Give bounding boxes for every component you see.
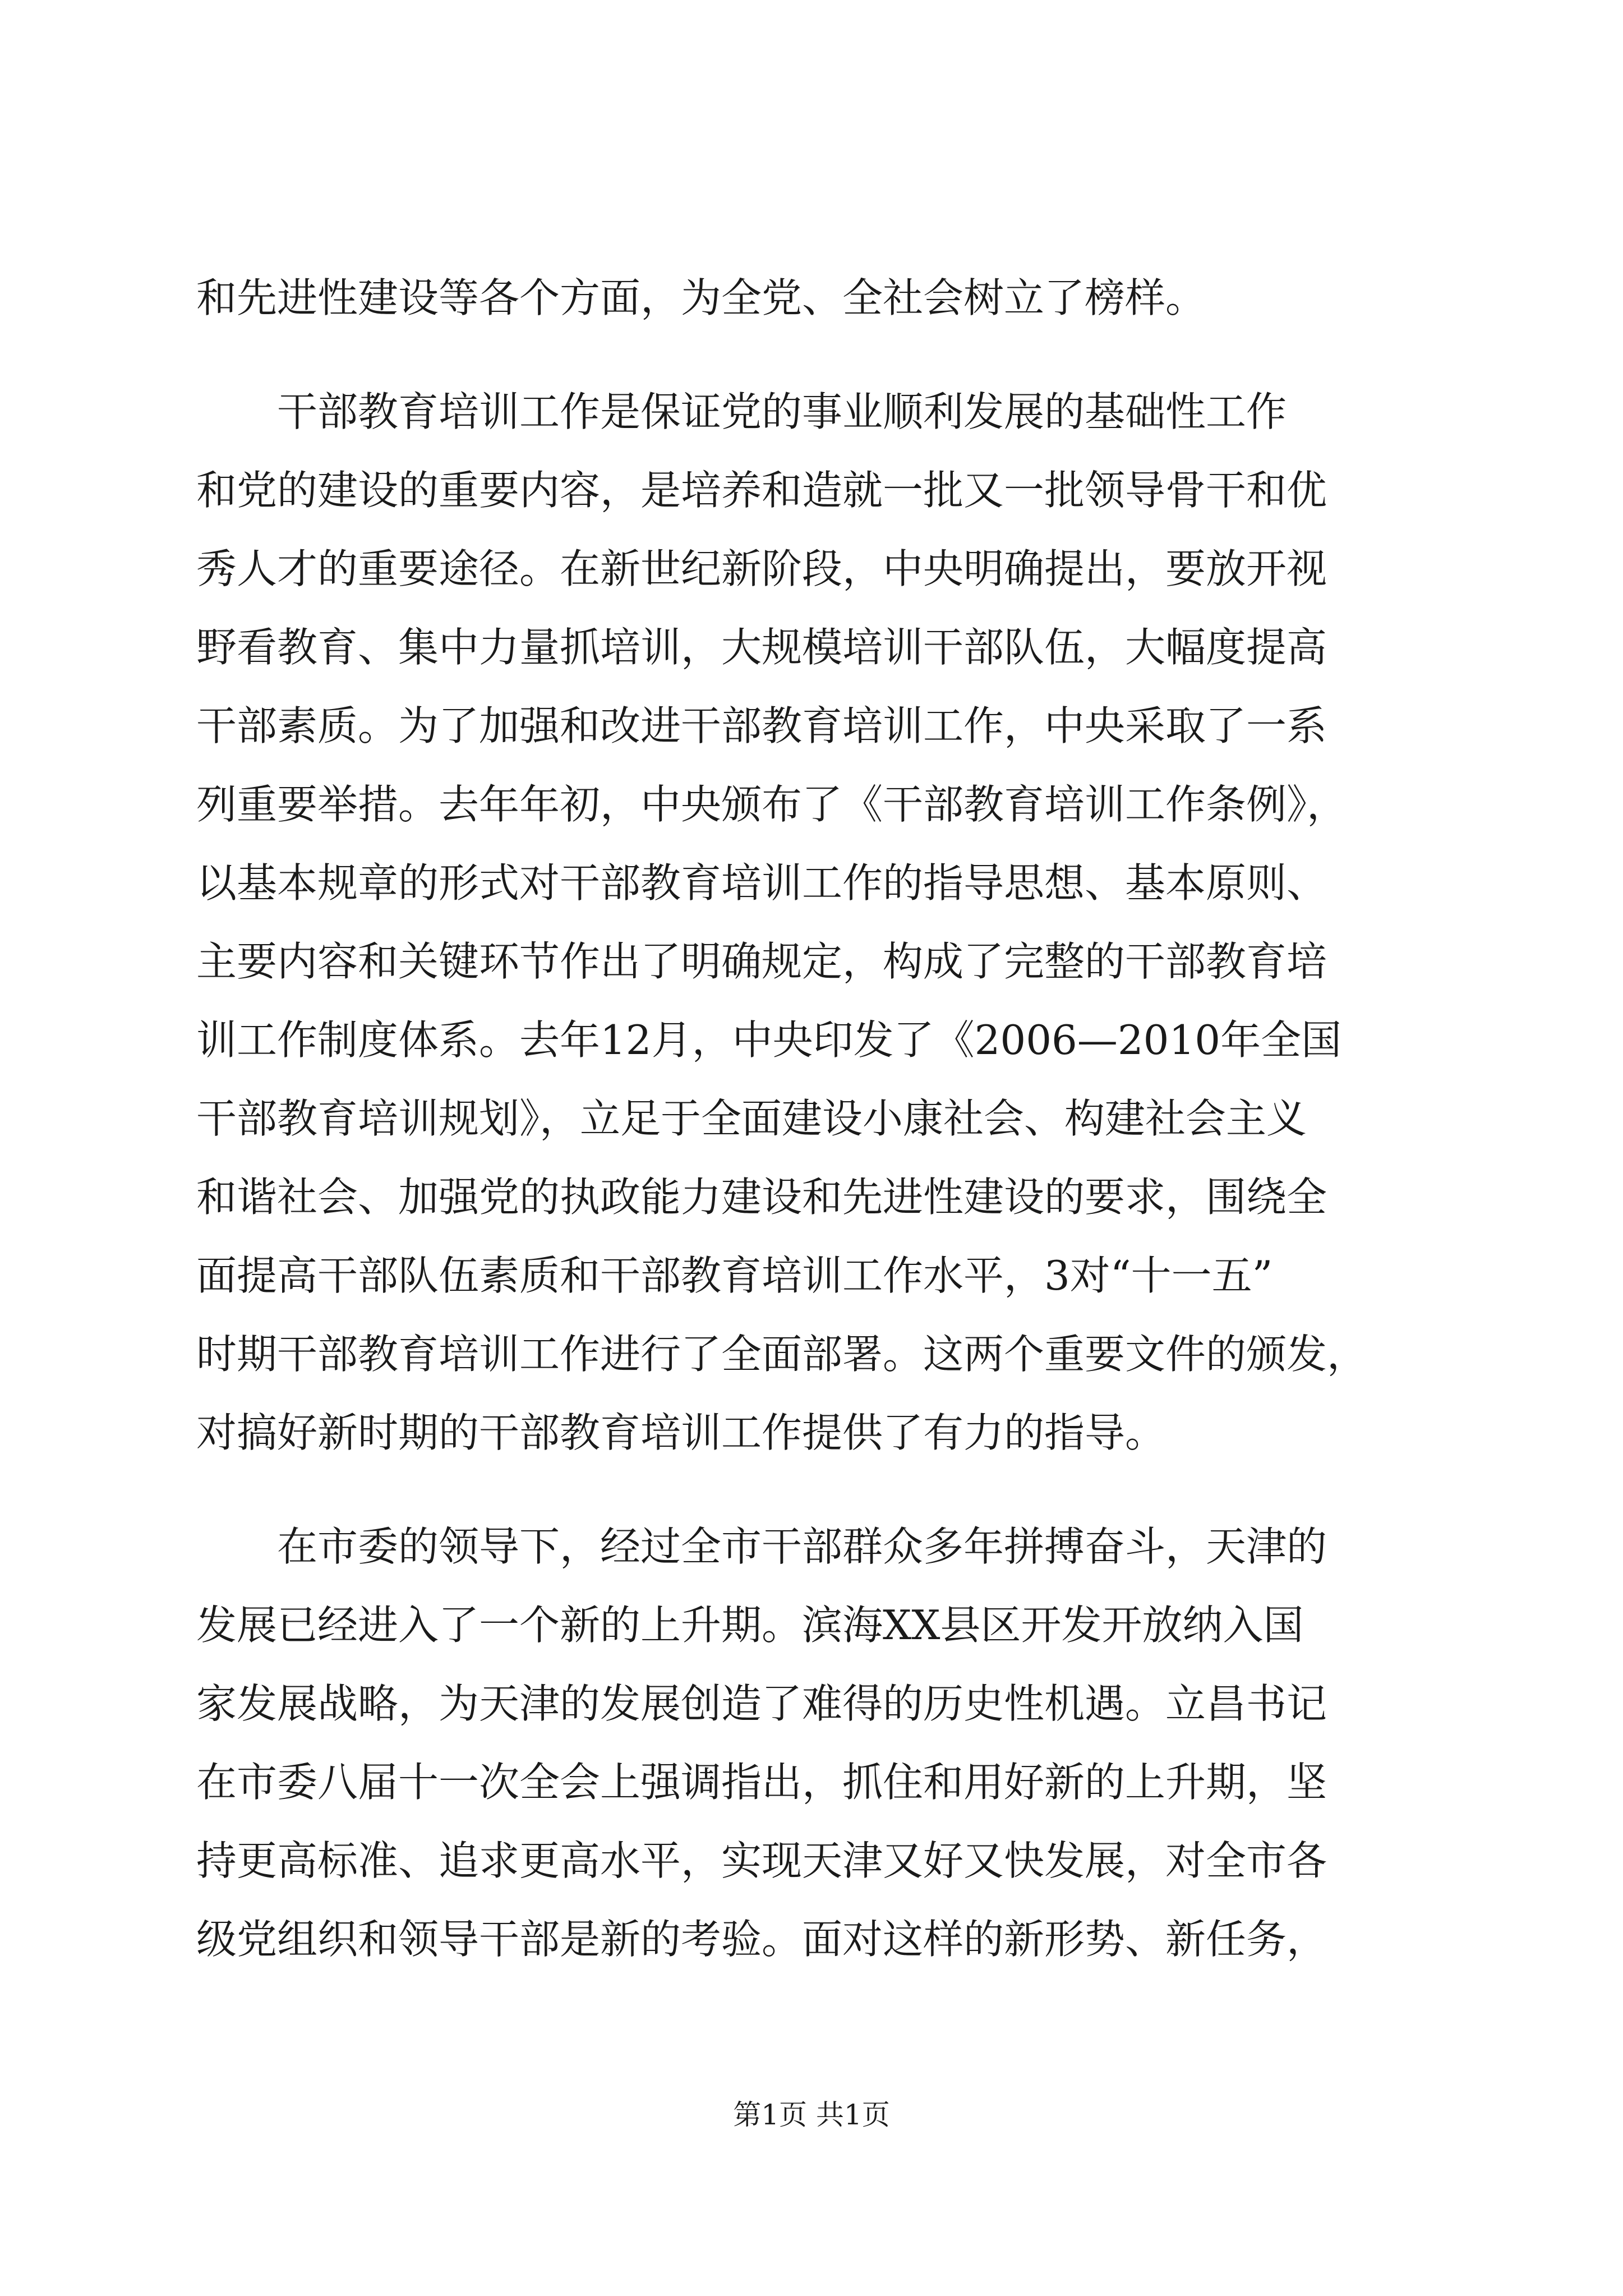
text-line: 在市委八届十一次全会上强调指出，抓住和用好新的上升期，坚	[196, 1759, 1327, 1806]
text-line: 列重要举措。去年年初，中央颁布了《干部教育培训工作条例》，	[196, 781, 1348, 828]
text-line: 训工作制度体系。去年12月，中央印发了《2006—2010年全国	[196, 1016, 1342, 1064]
text-line: 和党的建设的重要内容，是培养和造就一批又一批领导骨干和优	[196, 467, 1327, 514]
text-line: 家发展战略，为天津的发展创造了难得的历史性机遇。立昌书记	[196, 1680, 1327, 1727]
text-line: 秀人才的重要途径。在新世纪新阶段，中央明确提出，要放开视	[196, 545, 1327, 592]
text-line: 时期干部教育培训工作进行了全面部署。这两个重要文件的颁发，	[196, 1331, 1368, 1378]
text-line: 干部教育培训工作是保证党的事业顺利发展的基础性工作	[196, 388, 1287, 435]
text-line: 面提高干部队伍素质和干部教育培训工作水平，3对“十一五”	[196, 1252, 1273, 1299]
text-line: 级党组织和领导干部是新的考验。面对这样的新形势、新任务，	[196, 1916, 1327, 1963]
text-line: 对搞好新时期的干部教育培训工作提供了有力的指导。	[196, 1409, 1166, 1456]
text-line: 持更高标准、追求更高水平，实现天津又好又快发展，对全市各	[196, 1837, 1327, 1884]
text-line: 发展已经进入了一个新的上升期。滨海XX县区开发开放纳入国	[196, 1602, 1304, 1649]
text-line: 以基本规章的形式对干部教育培训工作的指导思想、基本原则、	[196, 859, 1327, 907]
text-line: 主要内容和关键环节作出了明确规定，构成了完整的干部教育培	[196, 938, 1327, 985]
text-line: 和谐社会、加强党的执政能力建设和先进性建设的要求，围绕全	[196, 1174, 1327, 1221]
text-line: 干部教育培训规划》，立足于全面建设小康社会、构建社会主义	[196, 1095, 1307, 1142]
text-line: 和先进性建设等各个方面，为全党、全社会树立了榜样。	[196, 274, 1206, 321]
text-line: 干部素质。为了加强和改进干部教育培训工作，中央采取了一系	[196, 702, 1327, 749]
text-line: 在市委的领导下，经过全市干部群众多年拼搏奋斗，天津的	[196, 1523, 1327, 1570]
page-footer: 第1页 共1页	[733, 2099, 890, 2131]
text-line: 野看教育、集中力量抓培训，大规模培训干部队伍，大幅度提高	[196, 624, 1327, 671]
